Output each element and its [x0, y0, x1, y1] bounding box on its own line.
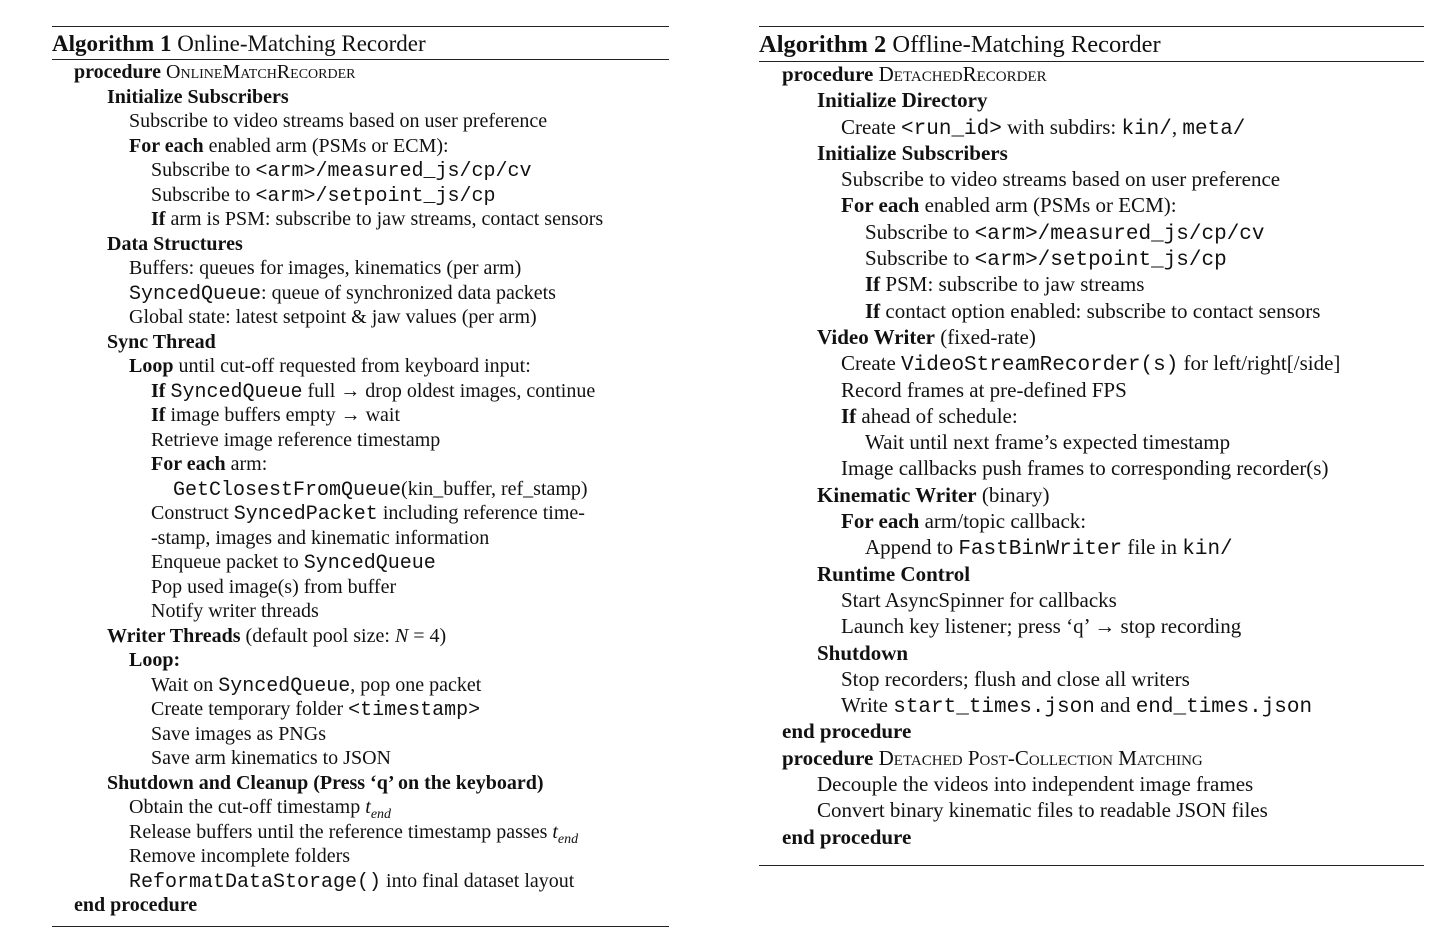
line-text: SyncedQueue — [218, 674, 351, 698]
algorithm-line — [759, 403, 1424, 432]
line-text: Subscribe to — [865, 219, 975, 244]
algorithm-line — [759, 195, 1424, 221]
line-text: Create — [841, 114, 902, 139]
top-rule — [52, 26, 669, 27]
line-text: Loop: — [129, 649, 181, 671]
algorithm-line — [52, 87, 669, 112]
algorithm-line — [52, 405, 669, 430]
algorithm-line — [759, 353, 1424, 379]
line-text: Decouple the videos into independent image frames — [817, 772, 1254, 797]
algorithm-line — [759, 64, 1424, 90]
algorithm-body — [759, 64, 1424, 853]
line-text: arm: — [225, 453, 268, 475]
algorithm-line — [52, 773, 669, 798]
line-text: If — [865, 272, 881, 297]
line-text: Obtain the cut-off timestamp — [129, 796, 366, 818]
algorithm-line — [52, 675, 669, 700]
line-text: Remove incomplete folders — [129, 845, 351, 867]
line-text: Create temporary folder — [151, 698, 349, 720]
algorithm-line — [52, 283, 669, 308]
line-text: enabled arm (PSMs or ECM): — [919, 193, 1177, 218]
line-text: SyncedPacket — [233, 503, 378, 526]
bottom-rule — [759, 865, 1424, 866]
line-text: OnlineMatchRecorder — [166, 61, 356, 83]
algorithm-line — [759, 169, 1424, 195]
line-text: arm is PSM: subscribe to jaw streams, contact sensors — [165, 208, 604, 230]
line-text: file in — [1122, 535, 1183, 560]
algorithm-line — [759, 377, 1424, 406]
line-text: end procedure — [74, 894, 198, 916]
top-rule — [759, 26, 1424, 27]
algorithm-1-block — [52, 26, 669, 926]
line-text: Subscribe to video streams based on user preference — [129, 110, 548, 132]
line-text: DetachedRecorder — [878, 62, 1047, 86]
line-text: If — [151, 208, 166, 230]
line-text: (binary) — [976, 482, 1050, 507]
line-text: Image callbacks push frames to corresponding recorder(s) — [841, 456, 1329, 481]
line-text: <run_id> — [901, 117, 1002, 141]
line-text: full → drop oldest images, continue — [302, 379, 596, 402]
line-text: <arm>/setpoint_js/cp — [255, 184, 496, 208]
algorithm-line — [52, 797, 669, 822]
line-text: including reference time- — [377, 502, 585, 524]
algorithm-line — [52, 895, 669, 920]
algorithm-line — [52, 846, 669, 871]
line-text: Kinematic Writer — [817, 482, 977, 507]
algorithm-line — [759, 561, 1424, 590]
line-text: <arm>/measured_js/cp/cv — [974, 222, 1265, 246]
line-text: meta/ — [1182, 117, 1246, 141]
algorithm-line — [759, 298, 1424, 327]
algorithm-line — [759, 745, 1424, 774]
algorithm-line — [52, 626, 669, 651]
line-text: Save images as PNGs — [151, 722, 326, 745]
line-text: <timestamp> — [348, 699, 481, 722]
algorithm-line — [52, 430, 669, 455]
algorithm-line — [52, 454, 669, 479]
line-text: arm/topic callback: — [919, 509, 1087, 534]
algorithm-line — [52, 356, 669, 381]
line-text: SyncedQueue — [170, 380, 303, 404]
line-text: VideoStreamRecorder(s) — [901, 354, 1179, 378]
line-text: Pop used image(s) from buffer — [151, 575, 397, 598]
algorithm-line — [759, 458, 1424, 484]
line-text: If — [151, 404, 166, 426]
line-text: Enqueue packet to — [151, 551, 304, 573]
line-text: with subdirs: — [1001, 114, 1122, 139]
algorithm-label: Algorithm 1 — [52, 31, 172, 56]
line-text: and — [1094, 693, 1136, 718]
line-text: Loop — [129, 355, 174, 377]
line-text: Create — [841, 351, 902, 376]
algorithm-line — [52, 650, 669, 675]
algorithm-line — [52, 748, 669, 773]
line-text: For each — [151, 453, 226, 475]
line-text: If — [841, 403, 857, 428]
line-text: Subscribe to video streams based on user preference — [841, 167, 1281, 192]
line-text: image buffers empty → wait — [165, 404, 401, 426]
line-text: procedure — [74, 61, 162, 83]
line-text: Subscribe to — [865, 246, 975, 271]
line-text: Wait on — [151, 673, 219, 696]
line-text: end procedure — [782, 824, 912, 849]
line-text: procedure — [782, 62, 874, 86]
algorithm-line — [759, 587, 1424, 616]
line-text: Shutdown — [817, 640, 909, 665]
algorithm-line — [52, 111, 669, 136]
line-text: = 4) — [408, 624, 447, 647]
algorithm-line — [52, 209, 669, 234]
algorithm-title: Online-Matching Recorder — [177, 31, 426, 56]
line-text: t — [552, 820, 558, 843]
algorithm-line — [759, 666, 1424, 695]
line-text: Start AsyncSpinner for callbacks — [841, 587, 1117, 612]
algorithm-line — [52, 552, 669, 577]
algorithm-line — [52, 822, 669, 847]
algorithm-line — [759, 90, 1424, 116]
line-text: Release buffers until the reference timestamp passes — [129, 820, 553, 843]
algorithm-line — [759, 511, 1424, 537]
algorithm-line — [52, 577, 669, 602]
algorithm-line — [759, 616, 1424, 642]
line-text: ReformatDataStorage() — [129, 870, 382, 894]
line-text: (default pool size: — [240, 624, 395, 647]
bottom-rule — [52, 926, 669, 927]
line-text: enabled arm (PSMs or ECM): — [203, 134, 449, 157]
line-text: For each — [841, 509, 920, 534]
line-text: into final dataset layout — [381, 869, 575, 892]
line-text: Retrieve image reference timestamp — [151, 428, 441, 451]
algorithm-line — [759, 537, 1424, 563]
line-text: FastBinWriter — [958, 538, 1123, 562]
algorithm-line — [52, 136, 669, 161]
algorithm-line — [52, 307, 669, 332]
algorithm-caption — [759, 31, 1161, 59]
line-text: N — [394, 624, 409, 647]
algorithm-label: Algorithm 2 — [759, 31, 887, 58]
line-text: Initialize Directory — [817, 88, 988, 113]
algorithm-line — [759, 140, 1424, 169]
algorithm-line — [52, 234, 669, 259]
algorithm-line — [759, 774, 1424, 800]
line-text: Runtime Control — [817, 561, 971, 586]
algorithm-line — [52, 332, 669, 357]
algorithm-caption — [52, 31, 426, 57]
line-text: Notify writer threads — [151, 600, 319, 622]
line-text: -stamp, images and kinematic information — [151, 526, 490, 549]
algorithm-line — [52, 528, 669, 553]
algorithm-2-block — [759, 26, 1424, 866]
line-text: Save arm kinematics to JSON — [151, 747, 391, 769]
algorithm-line — [52, 185, 669, 210]
algorithm-line — [759, 432, 1424, 458]
line-text: until cut-off requested from keyboard input: — [173, 355, 531, 377]
algorithm-line — [759, 324, 1424, 353]
line-text: end — [557, 831, 579, 847]
line-text: <arm>/setpoint_js/cp — [974, 249, 1227, 273]
line-text: Wait until next frame’s expected timestamp — [865, 430, 1231, 455]
line-text: (fixed-rate) — [935, 324, 1036, 349]
algorithm-line — [52, 503, 669, 528]
line-text: <arm>/measured_js/cp/cv — [255, 160, 532, 183]
line-text: For each — [841, 193, 920, 218]
algorithm-line — [759, 482, 1424, 511]
line-text: Subscribe to — [151, 183, 256, 206]
line-text: for left/right[/side] — [1178, 351, 1341, 376]
line-text: For each — [129, 134, 204, 157]
line-text: PSM: subscribe to jaw streams — [880, 272, 1145, 297]
algorithm-line — [759, 219, 1424, 248]
algorithm-line — [52, 601, 669, 626]
line-text: Launch key listener; press ‘q’ → stop recording — [841, 614, 1242, 639]
algorithm-line — [759, 640, 1424, 669]
line-text: Sync Thread — [107, 330, 216, 353]
algorithm-line — [52, 62, 669, 87]
line-text: If — [865, 298, 881, 323]
algorithm-line — [52, 160, 669, 185]
algorithm-line — [52, 871, 669, 896]
algorithm-line — [759, 248, 1424, 274]
line-text: kin/ — [1182, 538, 1233, 562]
line-text: ahead of schedule: — [856, 403, 1018, 428]
algorithm-line — [52, 699, 669, 724]
line-text: kin/ — [1121, 117, 1172, 141]
line-text: SyncedQueue — [129, 282, 262, 306]
line-text: contact option enabled: subscribe to contact sensors — [880, 298, 1321, 323]
line-text: Global state: latest setpoint & jaw values (per arm) — [129, 306, 537, 328]
line-text: Shutdown and Cleanup (Press ‘q’ on the keyboard) — [107, 771, 544, 794]
line-text: Subscribe to — [151, 159, 256, 181]
line-text: Stop recorders; flush and close all writers — [841, 666, 1190, 691]
line-text: Initialize Subscribers — [107, 85, 289, 108]
line-text: start_times.json — [893, 696, 1095, 720]
line-text: Convert binary kinematic files to readable JSON files — [817, 798, 1268, 823]
algorithm-line — [759, 274, 1424, 300]
line-text: Writer Threads — [107, 624, 241, 647]
line-text: (kin_buffer, ref_stamp) — [401, 477, 588, 500]
line-text: If — [151, 379, 166, 402]
algorithm-body — [52, 62, 669, 920]
line-text: end procedure — [782, 719, 912, 744]
line-text: Detached Post-Collection Matching — [878, 745, 1203, 770]
caption-rule — [52, 59, 669, 60]
line-text: end — [370, 807, 392, 822]
line-text: GetClosestFromQueue — [173, 478, 402, 502]
line-text: t — [365, 796, 371, 818]
line-text: Construct — [151, 502, 234, 524]
line-text: procedure — [782, 745, 874, 770]
line-text: Record frames at pre-defined FPS — [841, 377, 1127, 402]
algorithm-line — [52, 724, 669, 749]
algorithm-line — [759, 800, 1424, 826]
line-text: Append to — [865, 535, 959, 560]
line-text: Write — [841, 693, 894, 718]
algorithm-line — [52, 258, 669, 283]
algorithm-line — [759, 114, 1424, 143]
algorithm-line — [759, 695, 1424, 721]
line-text: Buffers: queues for images, kinematics (per arm) — [129, 257, 522, 279]
algorithm-line — [759, 824, 1424, 853]
line-text: , — [1171, 114, 1183, 139]
algorithm-title: Offline-Matching Recorder — [892, 31, 1161, 58]
algorithm-line — [52, 479, 669, 504]
line-text: , pop one packet — [350, 673, 482, 696]
line-text: SyncedQueue — [303, 552, 436, 575]
line-text: Initialize Subscribers — [817, 140, 1008, 165]
line-text: : queue of synchronized data packets — [261, 281, 556, 304]
line-text: Data Structures — [107, 232, 243, 255]
line-text: Video Writer — [817, 324, 936, 349]
line-text: end_times.json — [1135, 696, 1313, 720]
algorithm-line — [52, 381, 669, 406]
algorithm-line — [759, 721, 1424, 747]
